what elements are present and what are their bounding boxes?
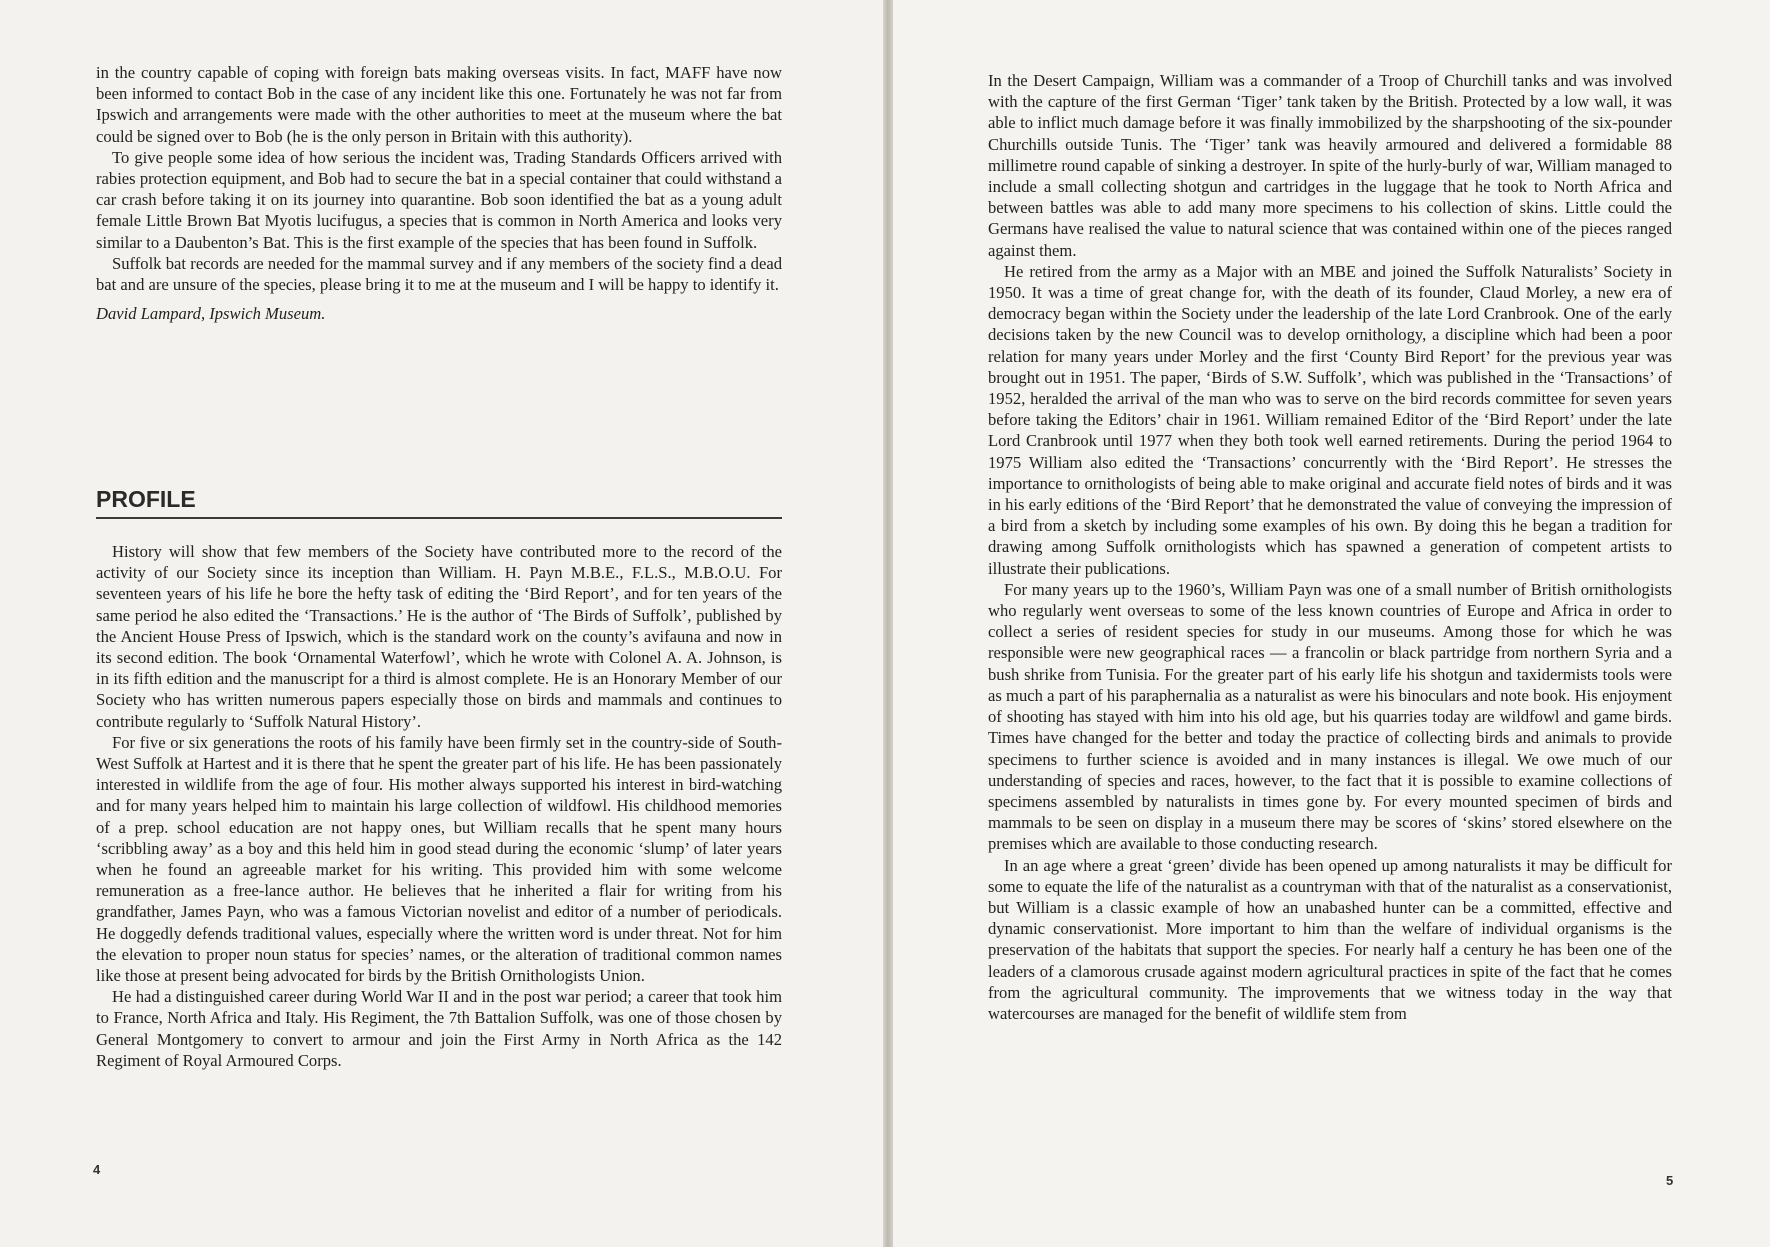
profile-article-text [96,541,782,1071]
paragraph: Suffolk bat records are needed for the mammal survey and if any members of the society find a dead bat and are unsure of the species, please bring it to me at the museum and I will be happy to identify it. [96,253,782,295]
paragraph: To give people some idea of how serious the incident was, Trading Standards Officers arrived with rabies protection equipment, and Bob had to secure the bat in a special container that could withstand a car crash before taking it on its journey into quarantine. Bob soon identified the bat as a young adult female Little Brown Bat Myotis lucifugus, a species that is common in North America and looks very similar to a Daubenton’s Bat. This is the first example of the species that has been found in Suffolk. [96,147,782,252]
profile-continued-text [988,70,1672,1024]
page-number: 4 [93,1162,101,1177]
paragraph: History will show that few members of the Society have contributed more to the record of the activity of our Society since its inception than William. H. Payn M.B.E., F.L.S., M.B.O.U. For seventeen years of his life he bore the hefty task of editing the ‘Bird Report’, and for ten years of the same period he also edited the ‘Transactions.’ He is the author of ‘The Birds of Suffolk’, published by the Ancient House Press of Ipswich, which is the standard work on the county’s avifauna and now in its second edition. The book ‘Ornamental Waterfowl’, which he wrote with Colonel A. A. Johnson, is in its fifth edition and the manuscript for a third is almost complete. He is an Honorary Member of our Society who has written numerous papers especially those on birds and mammals and continues to contribute regularly to ‘Suffolk Natural History’. [96,542,782,731]
paragraph: He retired from the army as a Major with an MBE and joined the Suffolk Naturalists’ Society in 1950. It was a time of great change for, with the death of its founder, Claud Morley, a new era of democracy began within the Society under the leadership of the late Lord Cranbrook. One of the early decisions taken by the new Council was to develop ornithology, a discipline which had been a poor relation for many years under Morley and the first ‘County Bird Report’ for the previous year was brought out in 1951. The paper, ‘Birds of S.W. Suffolk’, which was published in the ‘Transactions’ of 1952, heralded the arrival of the man who was to serve on the bird records committee for seven years before taking the Editors’ chair in 1961. William remained Editor of the ‘Bird Report’ under the late Lord Cranbrook until 1977 when they both took well earned retirements. During the period 1964 to 1975 William also edited the ‘Transactions’ concurrently with the ‘Bird Report’. He stresses the importance to ornithologists of being able to make original and accurate field notes of birds and it was in his early editions of the ‘Bird Report’ that he demonstrated the value of conveying the impression of a bird from a sketch by including some examples of his own. By doing this he began a tradition for drawing among Suffolk ornithologists which has spawned a generation of competent artists to illustrate their publications. [988,261,1672,578]
paragraph: For many years up to the 1960’s, William Payn was one of a small number of British ornithologists who regularly went overseas to some of the less known countries of Europe and Africa in order to collect a series of resident species for study in our museums. Among those for which he was responsible were new geographical races — a francolin or black partridge from northern Syria and a bush shrike from Tunisia. For the greater part of his early life his shotgun and taxidermists tools were as much a part of his paraphernalia as a naturalist as were his binoculars and note book. His enjoyment of shooting has stayed with him into his old age, but his quarries today are wildfowl and game birds. Times have changed for the better and today the practice of collecting birds and animals to provide specimens to further science is avoided and in many instances is illegal. We owe much of our understanding of species and races, however, to the fact that it is possible to examine collections of specimens assembled by naturalists in times gone by. For every mounted specimen of birds and mammals to be seen on display in a museum there may be scores of ‘skins’ stored elsewhere on the premises which are available to those conducting research. [988,579,1672,854]
paragraph: In the Desert Campaign, William was a commander of a Troop of Churchill tanks and was involved with the capture of the first German ‘Tiger’ tank taken by the British. Protected by a low wall, it was able to inflict much damage before it was finally immobilized by the sharpshooting of the six-pounder Churchills outside Tunis. The ‘Tiger’ tank was heavily armoured and delivered a formidable 88 millimetre round capable of sinking a destroyer. In spite of the hurly-burly of war, William managed to include a small collecting shotgun and cartridges in the luggage that he took to North Africa and between battles was able to add many more specimens to his collection of skins. Little could the Germans have realised the value to natural science that was contained within one of the pieces ranged against them. [988,71,1672,260]
bat-article-text [96,62,782,324]
book-gutter [883,0,893,1247]
right-page [893,0,1770,1247]
author-signature: David Lampard, Ipswich Museum. [96,304,326,324]
section-heading-profile: PROFILE [96,486,782,519]
paragraph: He had a distinguished career during World War II and in the post war period; a career that took him to France, North Africa and Italy. His Regiment, the 7th Battalion Suffolk, was one of those chosen by General Montgomery to convert to armour and join the First Army in North Africa as the 142 Regiment of Royal Armoured Corps. [96,987,782,1070]
paragraph: in the country capable of coping with foreign bats making overseas visits. In fact, MAFF have now been informed to contact Bob in the case of any incident like this one. Fortunately he was not far from Ipswich and arrangements were made with the other authorities to meet at the museum where the bat could be signed over to Bob (he is the only person in Britain with this authority). [96,63,782,146]
left-page [0,0,883,1247]
paragraph: In an age where a great ‘green’ divide has been opened up among naturalists it may be difficult for some to equate the life of the naturalist as a countryman with that of the naturalist as a conservationist, but William is a classic example of how an unabashed hunter can be a committed, effective and dynamic conservationist. More important to him than the welfare of individual organisms is the preservation of the habitats that support the species. For nearly half a century he has been one of the leaders of a clamorous crusade against modern agricultural practices in spite of the fact that he comes from the agricultural community. The improvements that we witness today in the way that watercourses are managed for the benefit of wildlife stem from [988,855,1672,1023]
page-number: 5 [1666,1173,1674,1188]
paragraph: For five or six generations the roots of his family have been firmly set in the country-side of South-West Suffolk at Hartest and it is there that he spent the greater part of his life. He has been passionately interested in wildlife from the age of four. His mother always supported his interest in bird-watching and for many years helped him to maintain his large collection of wildfowl. His childhood memories of a prep. school education are not happy ones, but William recalls that he spent many hours ‘scribbling away’ as a boy and this held him in good stead during the economic ‘slump’ of later years when he found an agreeable market for his writing. This provided him with some welcome remuneration as a free-lance author. He believes that he inherited a flair for writing from his grandfather, James Payn, who was a famous Victorian novelist and editor of a number of periodicals. He doggedly defends traditional values, especially where the written word is under threat. Not for him the elevation to proper noun status for species’ names, or the alteration of traditional common names like those at present being advocated for birds by the British Ornithologists Union. [96,732,782,986]
